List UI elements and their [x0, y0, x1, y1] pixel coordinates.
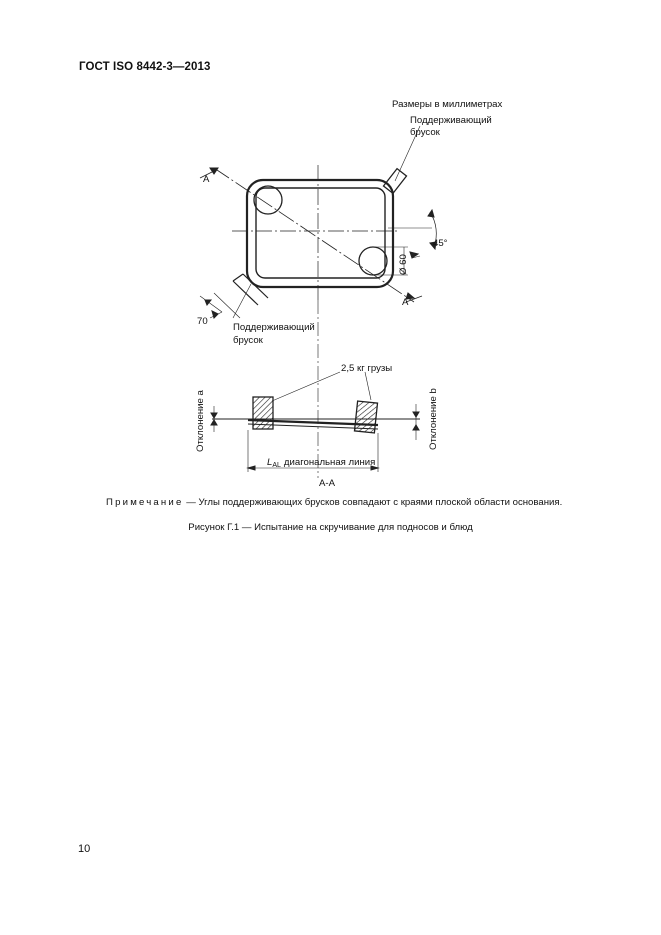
diagonal-subscript: AL — [272, 462, 281, 469]
section-mark-bottom: A — [402, 297, 409, 308]
note-text: Углы поддерживающих брусков совпадают с краями плоской области основания. — [198, 497, 563, 508]
page-number: 10 — [78, 843, 91, 855]
contact-circle-top-left — [254, 186, 282, 214]
section-label: A-A — [319, 478, 335, 489]
deflection-b-label: Отклонение b — [428, 388, 439, 450]
note-prefix: Примечание — [106, 497, 184, 508]
weight-left — [253, 397, 273, 429]
tray-plan-view — [200, 126, 436, 318]
diameter-label: Ø 60 — [398, 254, 409, 275]
tray-inner-rim — [256, 188, 385, 278]
diagonal-dimension-label — [267, 457, 375, 469]
weights-label: 2,5 кг грузы — [341, 363, 393, 374]
units-note: Размеры в миллиметрах — [392, 99, 503, 110]
weight-right — [354, 401, 377, 433]
support-bar-top-label-line1: Поддерживающий — [410, 115, 492, 126]
section-mark-top: A — [203, 174, 210, 185]
document-header: ГОСТ ISO 8442-3—2013 — [79, 61, 211, 73]
note-dash: — — [186, 497, 196, 508]
support-bar-bottom-label-line2: брусок — [233, 335, 263, 346]
deflection-a-label: Отклонение a — [195, 390, 206, 452]
support-bar-top-label-line2: брусок — [410, 127, 440, 138]
support-bar-bottom-label-line1: Поддерживающий — [233, 322, 315, 333]
angle-label: 45° — [433, 238, 448, 249]
support-bar-bottom — [214, 274, 268, 318]
contact-circle-bottom-right — [359, 247, 387, 275]
diagonal-symbol: L — [267, 457, 273, 468]
figure-caption: Рисунок Г.1 — Испытание на скручивание для подносов и блюд — [188, 522, 473, 533]
tray-outer-rim — [247, 180, 393, 287]
figure-note — [106, 497, 562, 508]
diagonal-text: диагональная линия — [283, 457, 376, 468]
dimension-70: 70 — [197, 316, 208, 327]
